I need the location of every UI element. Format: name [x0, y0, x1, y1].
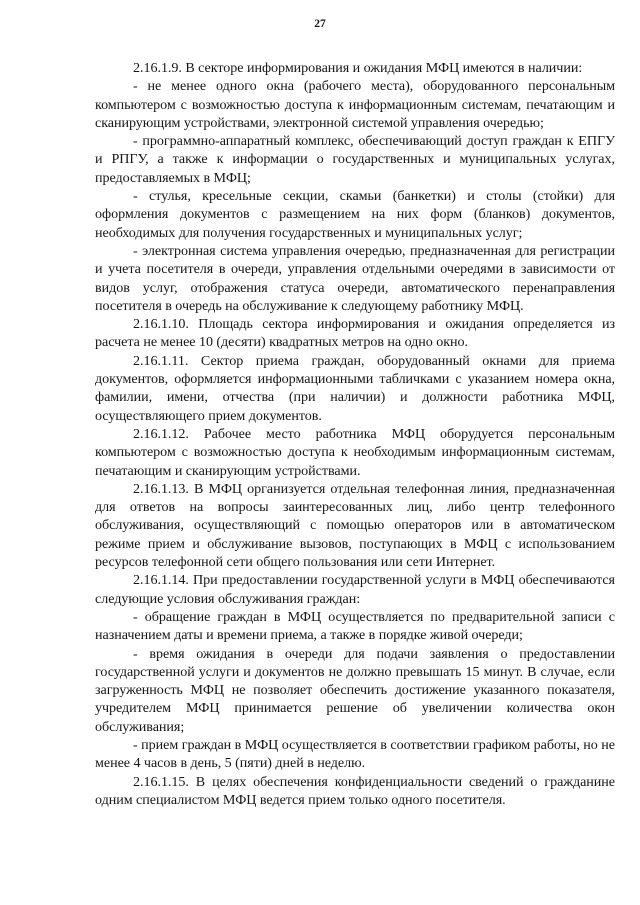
list-item-appointment: - обращение граждан в МФЦ осуществляется по предварительной записи с назначением даты и времени приема, а также в порядке живой очереди; [95, 608, 615, 644]
list-item-working-hours: - прием граждан в МФЦ осуществляется в соответствии графиком работы, но не менее 4 часов в день, 5 (пяти) дней в неделю. [95, 736, 615, 772]
paragraph-2-16-1-13: 2.16.1.13. В МФЦ организуется отдельная телефонная линия, предназначенная для ответов на вопросы заинтересованных лиц, либо центр телефонного обслуживания, осуществляющий с помощью операторов или в автоматическом режиме прием и обслуживание вызовов, поступающих в МФЦ с использованием ресурсов телефонной сети общего пользования или сети Интернет. [95, 480, 615, 571]
list-item-queue-system: - электронная система управления очередью, предназначенная для регистрации и учета посетителя в очереди, управления отдельными очередями в зависимости от видов услуг, отображения статуса очереди, автоматического перенаправления посетителя в очередь на обслуживание к следующему работнику МФЦ. [95, 242, 615, 314]
paragraph-2-16-1-10: 2.16.1.10. Площадь сектора информирования и ожидания определяется из расчета не менее 10 (десяти) квадратных метров на одно окно. [95, 316, 615, 351]
paragraph-2-16-1-15: 2.16.1.15. В целях обеспечения конфиденциальности сведений о гражданине одним специалистом МФЦ ведется прием только одного посетителя. [95, 773, 615, 808]
paragraph-2-16-1-9: 2.16.1.9. В секторе информирования и ожидания МФЦ имеются в наличии: [133, 60, 583, 76]
paragraph-2-16-1-12: 2.16.1.12. Рабочее место работника МФЦ оборудуется персональным компьютером с возможностью доступа к необходимым информационным системам, печатающим и сканирующим устройствами. [95, 425, 615, 479]
paragraph-2-16-1-11: 2.16.1.11. Сектор приема граждан, оборудованный окнами для приема документов, оформляется информационными табличками с указанием номера окна, фамилии, имени, отчества (при наличии) и должности работника МФЦ, осуществляющего прием документов. [95, 352, 615, 424]
page-number: 27 [314, 18, 326, 30]
paragraph-2-16-1-14: 2.16.1.14. При предоставлении государственной услуги в МФЦ обеспечиваются следующие условия обслуживания граждан: [95, 572, 615, 607]
document-body [95, 59, 615, 809]
list-item-waiting-time: - время ожидания в очереди для подачи заявления о предоставлении государственной услуги и документов не должно превышать 15 минут. В случае, если загруженность МФЦ не позволяет обеспечить достижение указанного показателя, учредителем МФЦ принимается решение об увеличении количества окон обслуживания; [95, 645, 615, 735]
list-item-window: - не менее одного окна (рабочего места), оборудованного персональным компьютером с возможностью доступа к информационным системам, печатающим и сканирующим устройствами, электронной системой управления очередью; [95, 78, 615, 131]
list-item-hardware-complex: - программно-аппаратный комплекс, обеспечивающий доступ граждан к ЕПГУ и РПГУ, а также к информации о государственных и муниципальных услугах, предоставляемых в МФЦ; [95, 133, 615, 186]
list-item-furniture: - стулья, кресельные секции, скамьи (банкетки) и столы (стойки) для оформления документов с размещением на них форм (бланков) документов, необходимых для получения государственных и муниципальных услуг; [95, 188, 615, 241]
